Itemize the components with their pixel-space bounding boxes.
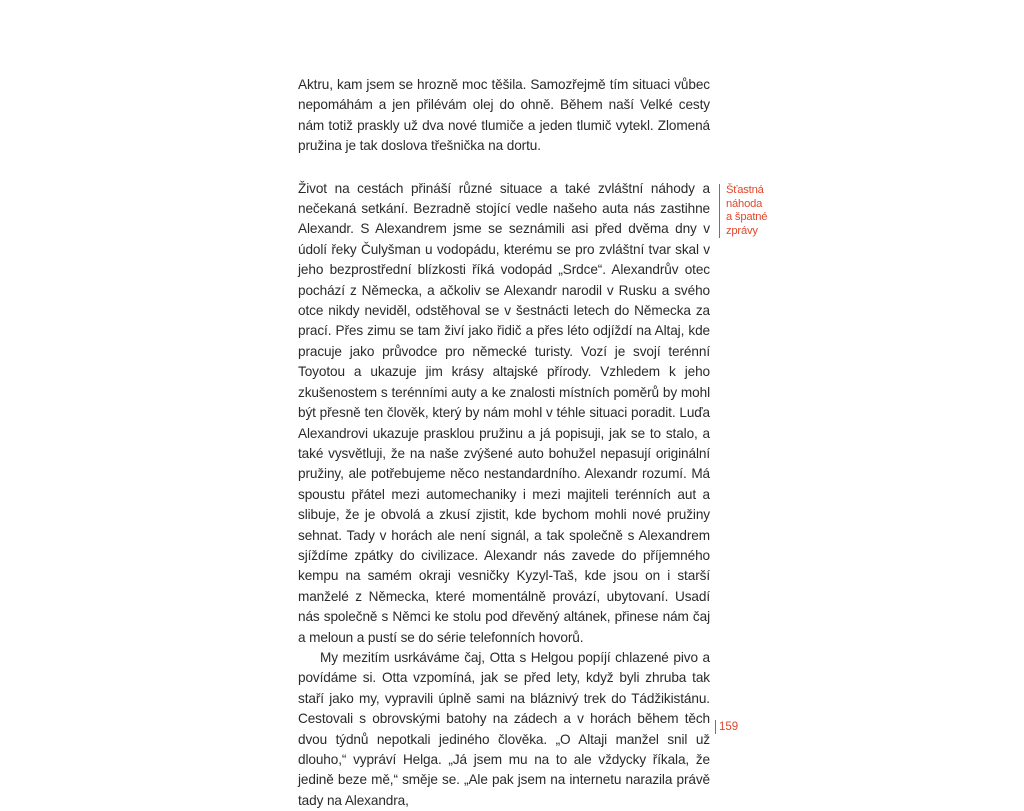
margin-note	[719, 184, 796, 238]
margin-note-line-1: Šťastná	[726, 184, 764, 196]
margin-note-line-4: zprávy	[726, 224, 758, 237]
paragraph-1: Aktru, kam jsem se hrozně moc těšila. Samozřejmě tím situaci vůbec nepomáhám a jen přilévám olej do ohně. Během naší Velké cesty nám totiž praskly už dva nové tlumiče a jeden tlumič vytekl. Zlomená pružina je tak doslova třešnička na dortu.	[298, 77, 710, 154]
paragraph-3: My mezitím usrkáváme čaj, Otta s Helgou popíjí chlazené pivo a povídáme si. Otta vzpomíná, jak se před lety, když byli zhruba tak staří jako my, vypravili úplně sami na bláznivý trek do Tádžikistánu. Cestovali s obrovskými batohy na zádech a v horách během těch dvou týdnů nepotkali jediného člověka. „O Altaji manžel snil už dlouho,“ vypráví Helga. „Já jsem mu na to ale vždycky říkala, že jedině beze mě,“ směje se. „Ale pak jsem na internetu narazila právě tady na Alexandra,	[298, 649, 710, 808]
paragraph-2: Život na cestách přináší různé situace a také zvláštní náhody a nečekaná setkání. Bezradně stojící vedle našeho auta nás zastihne Alexandr. S Alexandrem jsme se seznámili asi před dvěma dny v údolí řeky Čulyšman u vodopádu, kterému se pro zvláštní tvar skal v jeho bezprostřední blízkosti říká vodopád „Srdce“. Alexandrův otec pochází z Německa, a ačkoliv se Alexandr narodil v Rusku a svého otce nikdy neviděl, odstěhoval se v šestnácti letech do Německa za prací. Přes zimu se tam živí jako řidič a přes léto odjíždí na Altaj, kde pracuje jako průvodce pro německé turisty. Vozí je svojí terénní Toyotou a ukazuje jim krásy altajské přírody. Vzhledem k jeho zkušenostem s terénními auty a ke znalosti místních poměrů by mohl být přesně ten člověk, který by nám mohl v téhle situaci poradit. Luďa Alexandrovi ukazuje prasklou pružinu a já popisuji, jak se to stalo, a také vysvětluji, že na naše zvýšené auto bohužel nepasují originální pružiny, ale potřebujeme něco nestandardního. Alexandr rozumí. Má spoustu přátel mezi automechaniky i mezi majiteli terénních aut a slibuje, že je obvolá a zkusí zjistit, kde bychom mohli nové pružiny sehnat. Tady v horách ale není signál, a tak společně s Alexandrem sjíždíme zpátky do civilizace. Alexandr nás zavede do příjemného kempu na samém okraji vesničky Kyzyl-Taš, kde jsou on i starší manželé z Německa, které momentálně provází, ubytovaní. Usadí nás společně s Němci ke stolu pod dřevěný altánek, přinese nám čaj a meloun a pustí se do série telefonních hovorů.	[298, 180, 710, 645]
margin-note-line-3: a špatné	[726, 211, 768, 224]
main-text-column	[298, 75, 710, 811]
margin-note-line-2: náhoda	[726, 197, 763, 210]
page-number: 159	[715, 720, 738, 734]
